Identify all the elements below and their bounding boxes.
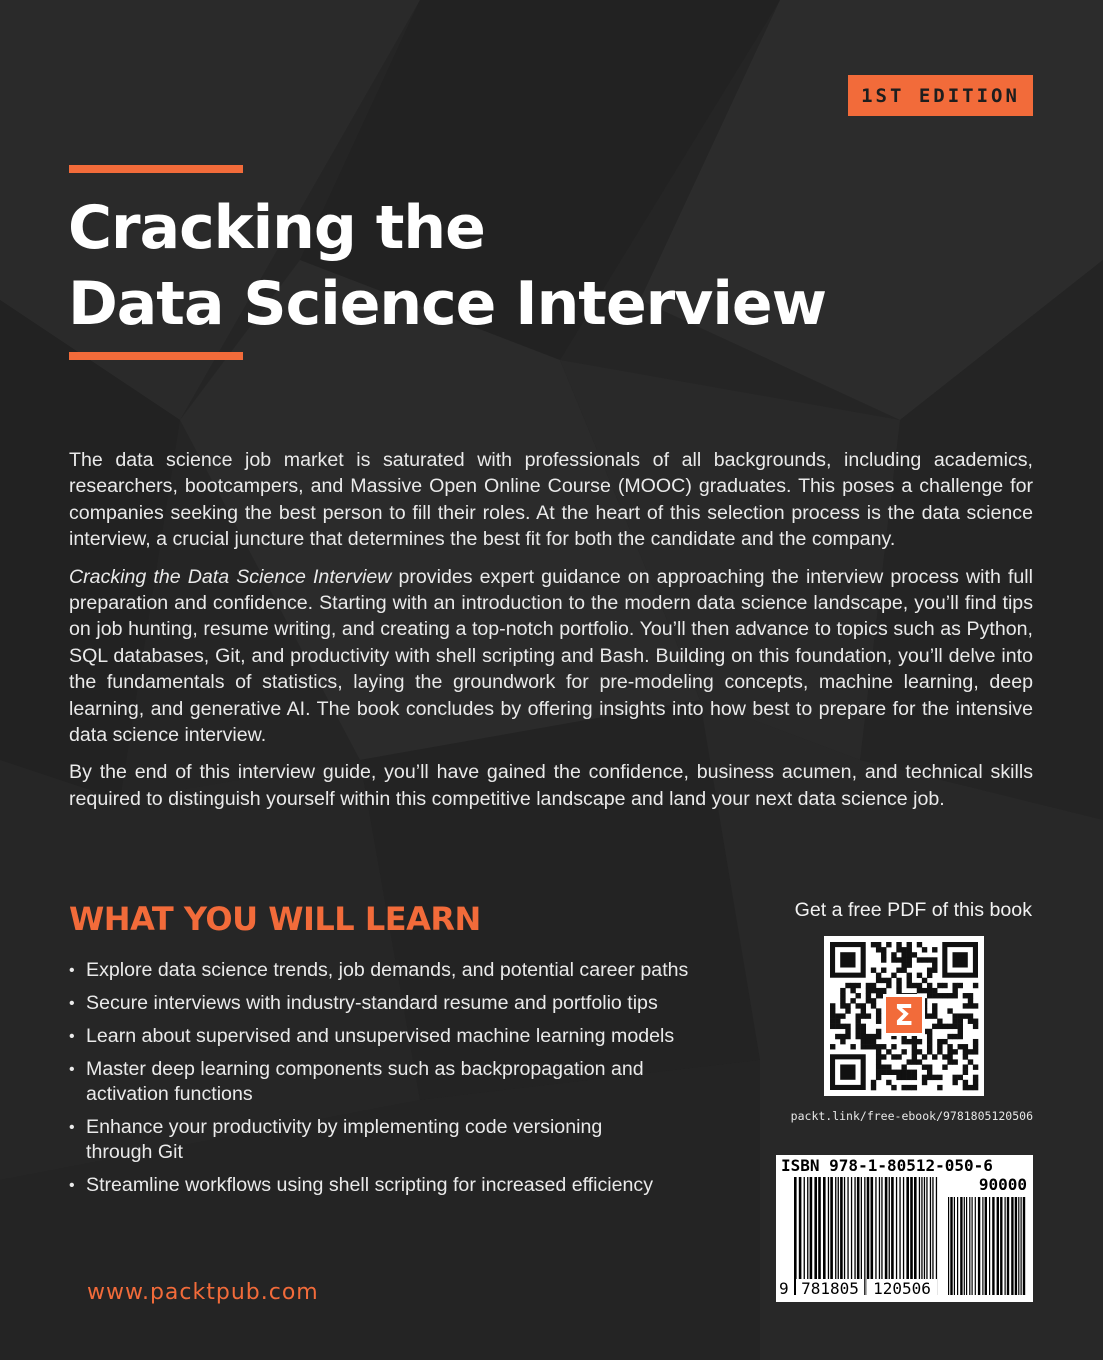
edition-badge: 1ST EDITION: [848, 75, 1033, 116]
bullet-icon: •: [69, 962, 75, 979]
ean-right-digits: 120506: [867, 1279, 937, 1298]
description-paragraph-2: [69, 564, 1033, 749]
bullet-icon: •: [69, 1119, 75, 1136]
learn-item: [69, 958, 749, 983]
book-title-line-2: Data Science Interview: [68, 269, 827, 339]
free-pdf-label: Get a free PDF of this book: [794, 899, 1032, 921]
description-paragraph-2-text: provides expert guidance on approaching the interview process with full preparation and confidence. Starting with an introduction to the modern data science landscape, you’ll find tips on job hunting, resume writing, and creating a top-notch portfolio. You’ll then advance to topics such as Python, SQL databases, Git, and productivity with shell scripting and Bash. Building on this foundation, you’ll delve into the fundamentals of statistics, laying the groundwork for pre-modeling concepts, machine learning, deep learning, and generative AI. The book concludes by offering insights into how best to prepare for the intensive data science interview.: [69, 565, 1034, 747]
description-paragraph-1: The data science job market is saturated with professionals of all backgrounds, including academics, researchers, bootcampers, and Massive Open Online Course (MOOC) graduates. This poses a challenge for companies seeking the best person to fill their roles. At the heart of this selection process is the data science interview, a crucial juncture that determines the best fit for both the candidate and the company.: [69, 449, 1033, 551]
learn-item: [69, 991, 749, 1016]
learn-item: [69, 1024, 749, 1049]
price-code: 90000: [978, 1175, 1027, 1194]
ean-lead-digit: 9: [779, 1279, 789, 1298]
book-title-italic: Cracking the Data Science Interview: [69, 565, 392, 588]
title-rule-top: [69, 165, 243, 173]
publisher-website-link[interactable]: www.packtpub.com: [87, 1280, 319, 1305]
packt-logo-icon: Σ: [883, 994, 925, 1036]
book-description: [69, 447, 1033, 823]
qr-code[interactable]: [824, 936, 984, 1096]
isbn-barcode: [776, 1155, 1033, 1302]
free-ebook-link[interactable]: packt.link/free-ebook/9781805120506: [790, 1109, 1033, 1123]
bullet-icon: •: [69, 995, 75, 1012]
learn-item-text: Enhance your productivity by implementing code versioning through Git: [86, 1116, 603, 1163]
isbn-number: ISBN 978-1-80512-050-6: [781, 1156, 993, 1175]
learn-heading: WHAT YOU WILL LEARN: [69, 900, 481, 938]
learn-list: [69, 958, 749, 1206]
description-paragraph-3: By the end of this interview guide, you’ll have gained the confidence, business acumen, and technical skills required to distinguish yourself within this competitive landscape and land your next data science job.: [69, 761, 1033, 810]
learn-item-text: Streamline workflows using shell scripting for increased efficiency: [86, 1174, 654, 1196]
learn-item: [69, 1115, 656, 1165]
ean-left-digits: 781805: [796, 1279, 864, 1298]
book-title-line-1: Cracking the: [68, 193, 485, 263]
learn-item-text: Master deep learning components such as backpropagation and activation functions: [86, 1058, 644, 1105]
book-title: [68, 190, 968, 342]
learn-item-text: Secure interviews with industry-standard resume and portfolio tips: [86, 992, 658, 1014]
learn-item-text: Learn about supervised and unsupervised machine learning models: [86, 1025, 675, 1047]
bullet-icon: •: [69, 1177, 75, 1194]
learn-item: [69, 1057, 696, 1107]
learn-item: [69, 1173, 749, 1198]
bullet-icon: •: [69, 1061, 75, 1078]
title-rule-bottom: [69, 352, 243, 360]
learn-item-text: Explore data science trends, job demands, and potential career paths: [86, 959, 689, 981]
bullet-icon: •: [69, 1028, 75, 1045]
